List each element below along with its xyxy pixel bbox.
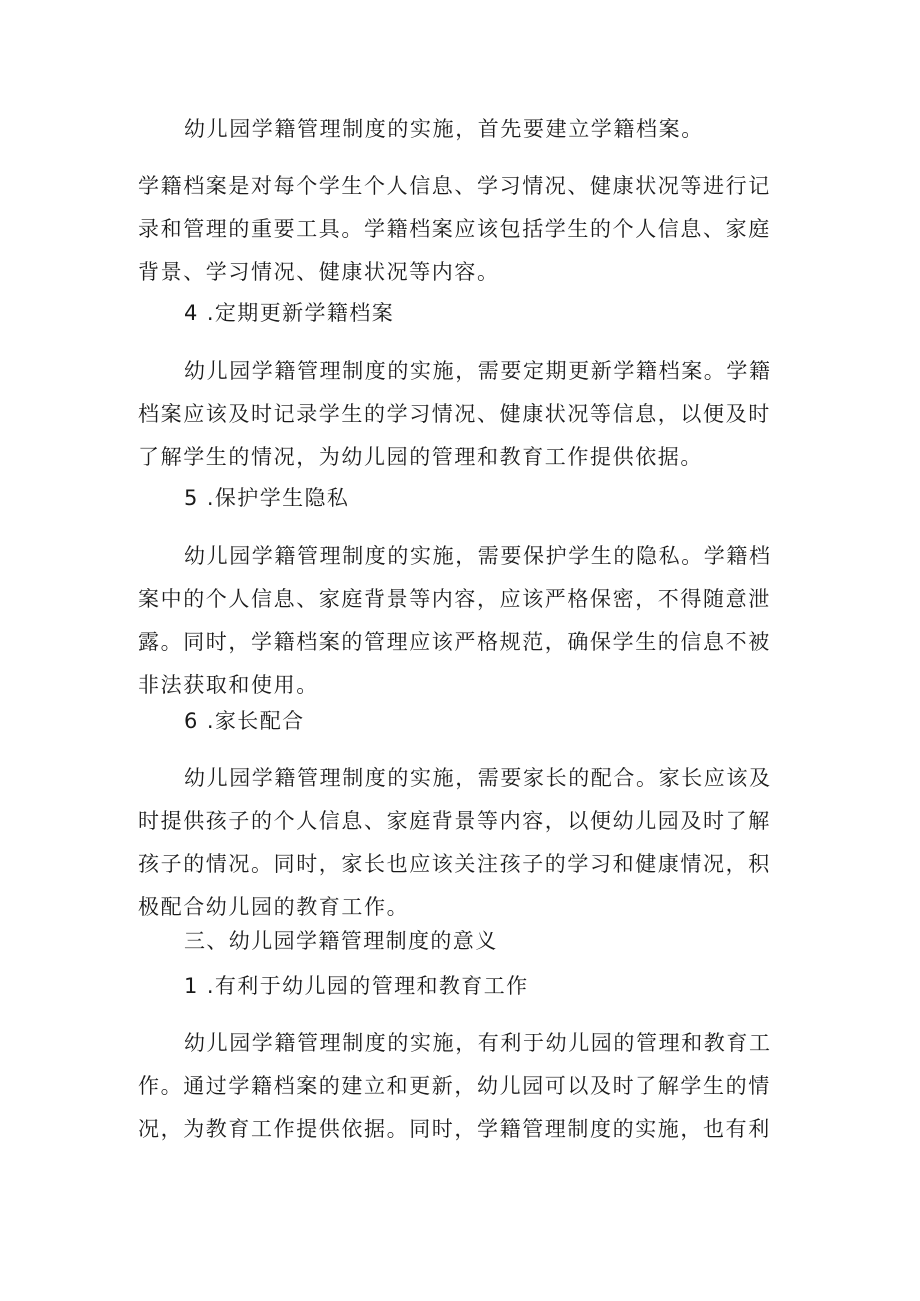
- heading-protect-privacy: 5 .保护学生隐私: [184, 486, 350, 510]
- paragraph-update-archive: [138, 350, 798, 479]
- heading-section-significance: 三、幼儿园学籍管理制度的意义: [184, 929, 498, 953]
- text-line: 作。通过学籍档案的建立和更新，幼儿园可以及时了解学生的情: [138, 1074, 771, 1098]
- heading-update-archive: 4 .定期更新学籍档案: [184, 301, 395, 325]
- paragraph-archive-definition: [138, 165, 798, 294]
- text-line: 背景、学习情况、健康状况等内容。: [138, 260, 500, 284]
- text-line: 幼儿园学籍管理制度的实施，首先要建立学籍档案。: [184, 117, 704, 141]
- text-line: 时提供孩子的个人信息、家庭背景等内容，以便幼儿园及时了解: [138, 809, 771, 833]
- text-line: 孩子的情况。同时，家长也应该关注孩子的学习和健康情况，积: [138, 852, 771, 876]
- text-line: 幼儿园学籍管理制度的实施，需要家长的配合。家长应该及: [184, 766, 772, 790]
- text-line: 录和管理的重要工具。学籍档案应该包括学生的个人信息、家庭: [138, 217, 771, 241]
- text-line: 露。同时，学籍档案的管理应该严格规范，确保学生的信息不被: [138, 630, 771, 654]
- text-line: 幼儿园学籍管理制度的实施，有利于幼儿园的管理和教育工: [184, 1031, 772, 1055]
- paragraph-benefit-management: [138, 1022, 798, 1151]
- text-line: 况，为教育工作提供依据。同时，学籍管理制度的实施，也有利: [138, 1117, 771, 1141]
- heading-parent-cooperation: 6 .家长配合: [184, 709, 305, 733]
- heading-benefit-management: 1 .有利于幼儿园的管理和教育工作: [184, 974, 529, 998]
- paragraph-parent-cooperation: [138, 757, 798, 929]
- text-line: 幼儿园学籍管理制度的实施，需要保护学生的隐私。学籍档: [184, 544, 772, 568]
- text-line: 档案应该及时记录学生的学习情况、健康状况等信息，以便及时: [138, 402, 771, 426]
- text-line: 学籍档案是对每个学生个人信息、学习情况、健康状况等进行记: [138, 174, 771, 198]
- paragraph-protect-privacy: [138, 535, 798, 707]
- paragraph-archive-intro: [138, 108, 798, 151]
- text-line: 幼儿园学籍管理制度的实施，需要定期更新学籍档案。学籍: [184, 359, 772, 383]
- text-line: 极配合幼儿园的教育工作。: [138, 895, 410, 919]
- text-line: 案中的个人信息、家庭背景等内容，应该严格保密，不得随意泄: [138, 587, 771, 611]
- text-line: 了解学生的情况，为幼儿园的管理和教育工作提供依据。: [138, 445, 703, 469]
- text-line: 非法获取和使用。: [138, 673, 319, 697]
